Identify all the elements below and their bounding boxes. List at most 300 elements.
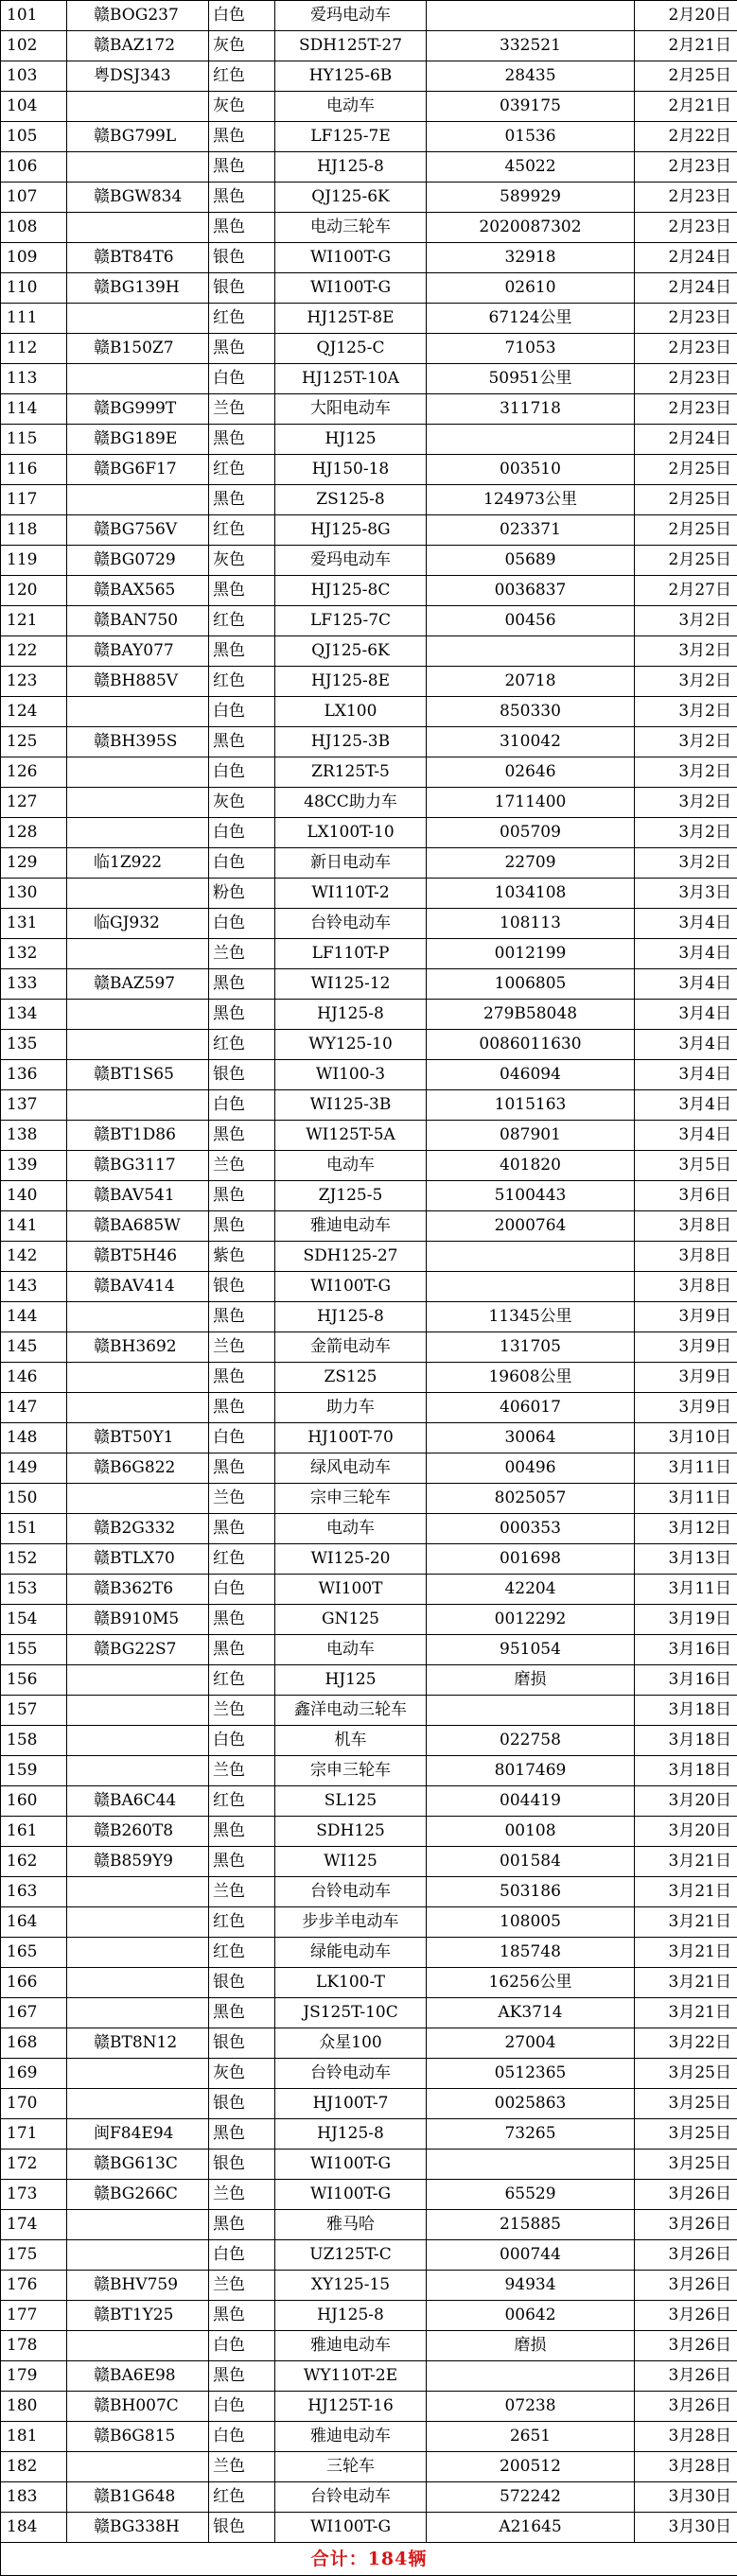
table-row <box>1 1907 737 1938</box>
seized-date: 3月25日 <box>635 2059 737 2089</box>
plate-number: 赣BT8N12 <box>67 2028 209 2059</box>
frame-number: 5100443 <box>427 1181 635 1211</box>
vehicle-color: 兰色 <box>209 2452 275 2482</box>
row-number: 113 <box>1 364 67 394</box>
table-row <box>1 2150 737 2180</box>
table-row <box>1 606 737 636</box>
seized-date: 3月9日 <box>635 1332 737 1363</box>
row-number: 166 <box>1 1968 67 1998</box>
frame-number: 1711400 <box>427 788 635 818</box>
vehicle-color: 白色 <box>209 1090 275 1121</box>
seized-date: 3月26日 <box>635 2271 737 2301</box>
vehicle-model: 电动车 <box>275 92 427 122</box>
vehicle-color: 兰色 <box>209 394 275 425</box>
vehicle-color: 红色 <box>209 1786 275 1817</box>
row-number: 104 <box>1 92 67 122</box>
vehicle-color: 白色 <box>209 818 275 848</box>
table-row <box>1 515 737 546</box>
row-number: 172 <box>1 2150 67 2180</box>
vehicle-model: 台铃电动车 <box>275 909 427 939</box>
vehicle-model: 爱玛电动车 <box>275 1 427 31</box>
vehicle-color: 红色 <box>209 1544 275 1575</box>
plate-number: 赣BOG237 <box>67 1 209 31</box>
row-number: 107 <box>1 183 67 213</box>
row-number: 144 <box>1 1302 67 1332</box>
frame-number: 磨损 <box>427 1665 635 1696</box>
plate-number <box>67 1726 209 1756</box>
total-row <box>1 2543 737 2576</box>
row-number: 133 <box>1 969 67 1000</box>
row-number: 154 <box>1 1605 67 1635</box>
vehicle-color: 黑色 <box>209 2301 275 2331</box>
vehicle-color: 黑色 <box>209 1302 275 1332</box>
vehicle-color: 黑色 <box>209 425 275 455</box>
frame-number: 00496 <box>427 1453 635 1484</box>
vehicle-model: WI125-3B <box>275 1090 427 1121</box>
row-number: 147 <box>1 1393 67 1423</box>
vehicle-model: LF110T-P <box>275 939 427 969</box>
vehicle-model: WI100T-G <box>275 243 427 273</box>
frame-number: 850330 <box>427 697 635 727</box>
row-number: 143 <box>1 1272 67 1302</box>
frame-number: 02610 <box>427 273 635 304</box>
table-row <box>1 1817 737 1847</box>
vehicle-color: 红色 <box>209 1030 275 1060</box>
seized-date: 3月9日 <box>635 1393 737 1423</box>
vehicle-model: 台铃电动车 <box>275 1877 427 1907</box>
table-row <box>1 1121 737 1151</box>
table-row <box>1 485 737 515</box>
vehicle-color: 灰色 <box>209 788 275 818</box>
vehicle-model: JS125T-10C <box>275 1998 427 2028</box>
table-row <box>1 2482 737 2513</box>
seized-date: 3月12日 <box>635 1514 737 1544</box>
vehicle-model: 绿能电动车 <box>275 1938 427 1968</box>
seized-date: 3月26日 <box>635 2361 737 2392</box>
seized-date: 3月4日 <box>635 1060 737 1090</box>
vehicle-color: 银色 <box>209 273 275 304</box>
vehicle-color: 黑色 <box>209 1363 275 1393</box>
vehicle-model: 助力车 <box>275 1393 427 1423</box>
plate-number: 赣BA685W <box>67 1211 209 1242</box>
seized-date: 3月4日 <box>635 1000 737 1030</box>
row-number: 146 <box>1 1363 67 1393</box>
frame-number: 004419 <box>427 1786 635 1817</box>
table-row <box>1 213 737 243</box>
frame-number: 30064 <box>427 1423 635 1453</box>
frame-number: 001698 <box>427 1544 635 1575</box>
vehicle-model: LX100T-10 <box>275 818 427 848</box>
plate-number: 赣B2G332 <box>67 1514 209 1544</box>
seized-date: 3月25日 <box>635 2089 737 2119</box>
frame-number: 22709 <box>427 848 635 879</box>
row-number: 182 <box>1 2452 67 2482</box>
row-number: 141 <box>1 1211 67 1242</box>
vehicle-color: 粉色 <box>209 879 275 909</box>
row-number: 111 <box>1 304 67 334</box>
frame-number: 000744 <box>427 2240 635 2271</box>
row-number: 174 <box>1 2210 67 2240</box>
row-number: 129 <box>1 848 67 879</box>
seized-date: 3月8日 <box>635 1242 737 1272</box>
table-row <box>1 667 737 697</box>
seized-date: 3月28日 <box>635 2422 737 2452</box>
table-row <box>1 939 737 969</box>
seized-date: 3月28日 <box>635 2452 737 2482</box>
frame-number: 0512365 <box>427 2059 635 2089</box>
row-number: 127 <box>1 788 67 818</box>
plate-number: 赣BHV759 <box>67 2271 209 2301</box>
seized-date: 3月4日 <box>635 1030 737 1060</box>
table-row <box>1 2210 737 2240</box>
plate-number <box>67 304 209 334</box>
plate-number: 赣BH395S <box>67 727 209 757</box>
plate-number: 赣BAN750 <box>67 606 209 636</box>
frame-number: 572242 <box>427 2482 635 2513</box>
seized-date: 2月24日 <box>635 273 737 304</box>
row-number: 171 <box>1 2119 67 2150</box>
frame-number: 2000764 <box>427 1211 635 1242</box>
plate-number: 赣BH3692 <box>67 1332 209 1363</box>
plate-number: 赣B859Y9 <box>67 1847 209 1877</box>
row-number: 179 <box>1 2361 67 2392</box>
frame-number: 108113 <box>427 909 635 939</box>
vehicle-model: 宗申三轮车 <box>275 1756 427 1786</box>
seized-date: 2月24日 <box>635 243 737 273</box>
vehicle-color: 黑色 <box>209 1605 275 1635</box>
row-number: 126 <box>1 757 67 788</box>
seized-date: 2月24日 <box>635 425 737 455</box>
frame-number: 406017 <box>427 1393 635 1423</box>
row-number: 137 <box>1 1090 67 1121</box>
seized-date: 3月20日 <box>635 1786 737 1817</box>
seized-date: 3月11日 <box>635 1484 737 1514</box>
vehicle-color: 白色 <box>209 909 275 939</box>
vehicle-color: 白色 <box>209 364 275 394</box>
table-row <box>1 2452 737 2482</box>
vehicle-model: HJ125T-10A <box>275 364 427 394</box>
seized-date: 3月13日 <box>635 1544 737 1575</box>
row-number: 177 <box>1 2301 67 2331</box>
seized-date: 3月8日 <box>635 1211 737 1242</box>
vehicle-model: SDH125-27 <box>275 1242 427 1272</box>
row-number: 173 <box>1 2180 67 2210</box>
plate-number <box>67 1030 209 1060</box>
frame-number: 20718 <box>427 667 635 697</box>
plate-number: 赣BG6F17 <box>67 455 209 485</box>
row-number: 112 <box>1 334 67 364</box>
row-number: 148 <box>1 1423 67 1453</box>
row-number: 110 <box>1 273 67 304</box>
vehicle-model: 电动车 <box>275 1514 427 1544</box>
vehicle-model: XY125-15 <box>275 2271 427 2301</box>
seized-date: 2月20日 <box>635 1 737 31</box>
plate-number <box>67 364 209 394</box>
plate-number: 赣BGW834 <box>67 183 209 213</box>
frame-number: 215885 <box>427 2210 635 2240</box>
vehicle-color: 黑色 <box>209 1000 275 1030</box>
vehicle-color: 黑色 <box>209 213 275 243</box>
frame-number: 401820 <box>427 1151 635 1181</box>
table-row <box>1 92 737 122</box>
plate-number <box>67 1665 209 1696</box>
row-number: 128 <box>1 818 67 848</box>
seized-date: 3月26日 <box>635 2240 737 2271</box>
table-row <box>1 1665 737 1696</box>
row-number: 103 <box>1 61 67 92</box>
frame-number: 45022 <box>427 152 635 183</box>
plate-number: 赣BG0729 <box>67 546 209 576</box>
vehicle-model: HJ100T-7 <box>275 2089 427 2119</box>
row-number: 117 <box>1 485 67 515</box>
plate-number <box>67 1484 209 1514</box>
plate-number <box>67 818 209 848</box>
frame-number <box>427 1272 635 1302</box>
table-row <box>1 2361 737 2392</box>
seized-date: 2月21日 <box>635 92 737 122</box>
vehicle-model: HJ125-8 <box>275 2119 427 2150</box>
vehicle-model: LF125-7C <box>275 606 427 636</box>
table-row <box>1 1423 737 1453</box>
plate-number: 闽F84E94 <box>67 2119 209 2150</box>
vehicle-model: HJ125-8E <box>275 667 427 697</box>
table-row <box>1 61 737 92</box>
table-row <box>1 818 737 848</box>
table-row <box>1 1211 737 1242</box>
vehicle-color: 白色 <box>209 848 275 879</box>
vehicle-model: HJ100T-70 <box>275 1423 427 1453</box>
frame-number: 27004 <box>427 2028 635 2059</box>
plate-number <box>67 1302 209 1332</box>
vehicle-color: 黑色 <box>209 183 275 213</box>
vehicle-color: 兰色 <box>209 1484 275 1514</box>
seized-date: 3月26日 <box>635 2180 737 2210</box>
frame-number: 001584 <box>427 1847 635 1877</box>
vehicle-color: 黑色 <box>209 485 275 515</box>
table-row <box>1 697 737 727</box>
table-row <box>1 1938 737 1968</box>
frame-number: 8025057 <box>427 1484 635 1514</box>
frame-number: 05689 <box>427 546 635 576</box>
row-number: 101 <box>1 1 67 31</box>
seized-date: 3月26日 <box>635 2392 737 2422</box>
vehicle-color: 兰色 <box>209 2271 275 2301</box>
table-row <box>1 2089 737 2119</box>
table-row <box>1 2271 737 2301</box>
seized-date: 3月2日 <box>635 697 737 727</box>
frame-number: AK3714 <box>427 1998 635 2028</box>
row-number: 114 <box>1 394 67 425</box>
row-number: 164 <box>1 1907 67 1938</box>
vehicle-model: 三轮车 <box>275 2452 427 2482</box>
vehicle-color: 灰色 <box>209 2059 275 2089</box>
vehicle-model: GN125 <box>275 1605 427 1635</box>
frame-number: 003510 <box>427 455 635 485</box>
frame-number: 2651 <box>427 2422 635 2452</box>
row-number: 156 <box>1 1665 67 1696</box>
vehicle-model: 台铃电动车 <box>275 2059 427 2089</box>
table-row <box>1 1998 737 2028</box>
vehicle-color: 黑色 <box>209 1393 275 1423</box>
plate-number: 赣BA6E98 <box>67 2361 209 2392</box>
vehicle-model: LK100-T <box>275 1968 427 1998</box>
row-number: 145 <box>1 1332 67 1363</box>
vehicle-model: WI125-12 <box>275 969 427 1000</box>
plate-number: 赣BT1S65 <box>67 1060 209 1090</box>
table-row <box>1 909 737 939</box>
frame-number: 022758 <box>427 1726 635 1756</box>
table-row <box>1 2180 737 2210</box>
vehicle-model: 众星100 <box>275 2028 427 2059</box>
seized-date: 2月25日 <box>635 61 737 92</box>
vehicle-model: 步步羊电动车 <box>275 1907 427 1938</box>
vehicle-color: 红色 <box>209 2482 275 2513</box>
vehicle-color: 兰色 <box>209 1332 275 1363</box>
frame-number: 01536 <box>427 122 635 152</box>
row-number: 109 <box>1 243 67 273</box>
vehicle-model: QJ125-6K <box>275 183 427 213</box>
row-number: 102 <box>1 31 67 61</box>
table-row <box>1 1332 737 1363</box>
frame-number: 00456 <box>427 606 635 636</box>
vehicle-model: SDH125T-27 <box>275 31 427 61</box>
seized-date: 3月21日 <box>635 1877 737 1907</box>
table-row <box>1 1393 737 1423</box>
frame-number: 16256公里 <box>427 1968 635 1998</box>
vehicle-color: 兰色 <box>209 1756 275 1786</box>
seized-date: 2月22日 <box>635 122 737 152</box>
frame-number: 124973公里 <box>427 485 635 515</box>
vehicle-color: 黑色 <box>209 2361 275 2392</box>
row-number: 176 <box>1 2271 67 2301</box>
vehicle-color: 白色 <box>209 1726 275 1756</box>
vehicle-color: 银色 <box>209 1968 275 1998</box>
seized-date: 3月2日 <box>635 636 737 667</box>
row-number: 125 <box>1 727 67 757</box>
vehicle-color: 银色 <box>209 2028 275 2059</box>
table-row <box>1 364 737 394</box>
frame-number: 087901 <box>427 1121 635 1151</box>
row-number: 159 <box>1 1756 67 1786</box>
table-row <box>1 576 737 606</box>
plate-number: 赣BAZ172 <box>67 31 209 61</box>
row-number: 138 <box>1 1121 67 1151</box>
plate-number <box>67 2089 209 2119</box>
frame-number: 279B58048 <box>427 1000 635 1030</box>
vehicle-model: 电动车 <box>275 1635 427 1665</box>
plate-number: 赣BT50Y1 <box>67 1423 209 1453</box>
row-number: 169 <box>1 2059 67 2089</box>
vehicle-model: WI125 <box>275 1847 427 1877</box>
vehicle-model: HJ125-8 <box>275 2301 427 2331</box>
vehicle-color: 兰色 <box>209 2180 275 2210</box>
plate-number: 赣BAX565 <box>67 576 209 606</box>
plate-number: 赣B910M5 <box>67 1605 209 1635</box>
row-number: 150 <box>1 1484 67 1514</box>
table-row <box>1 31 737 61</box>
table-row <box>1 2028 737 2059</box>
vehicle-model: HJ125-8C <box>275 576 427 606</box>
row-number: 178 <box>1 2331 67 2361</box>
vehicle-color: 黑色 <box>209 1635 275 1665</box>
row-number: 115 <box>1 425 67 455</box>
seized-date: 3月25日 <box>635 2119 737 2150</box>
seized-date: 3月4日 <box>635 909 737 939</box>
plate-number: 赣BT84T6 <box>67 243 209 273</box>
row-number: 152 <box>1 1544 67 1575</box>
vehicle-color: 银色 <box>209 2150 275 2180</box>
vehicle-model: 大阳电动车 <box>275 394 427 425</box>
frame-number: 0012199 <box>427 939 635 969</box>
vehicle-color: 黑色 <box>209 1121 275 1151</box>
seized-date: 3月19日 <box>635 1605 737 1635</box>
vehicle-model: HJ125-8 <box>275 1000 427 1030</box>
plate-number <box>67 697 209 727</box>
row-number: 118 <box>1 515 67 546</box>
table-row <box>1 1514 737 1544</box>
frame-number: 11345公里 <box>427 1302 635 1332</box>
vehicle-model: WI125T-5A <box>275 1121 427 1151</box>
vehicle-model: WY125-10 <box>275 1030 427 1060</box>
row-number: 124 <box>1 697 67 727</box>
seized-date: 2月27日 <box>635 576 737 606</box>
vehicle-model: HY125-6B <box>275 61 427 92</box>
row-number: 142 <box>1 1242 67 1272</box>
plate-number <box>67 1756 209 1786</box>
vehicle-color: 黑色 <box>209 1181 275 1211</box>
table-row <box>1 1090 737 1121</box>
vehicle-color: 黑色 <box>209 2210 275 2240</box>
seized-date: 3月9日 <box>635 1302 737 1332</box>
plate-number: 粤DSJ343 <box>67 61 209 92</box>
seized-date: 3月2日 <box>635 606 737 636</box>
table-row <box>1 1302 737 1332</box>
vehicle-model: LF125-7E <box>275 122 427 152</box>
table-row <box>1 788 737 818</box>
vehicle-model: WI100T-G <box>275 273 427 304</box>
vehicle-color: 黑色 <box>209 1998 275 2028</box>
plate-number <box>67 757 209 788</box>
table-row <box>1 2119 737 2150</box>
vehicle-model: HJ125-8G <box>275 515 427 546</box>
frame-number: 039175 <box>427 92 635 122</box>
vehicle-color: 红色 <box>209 1938 275 1968</box>
row-number: 167 <box>1 1998 67 2028</box>
frame-number: 00642 <box>427 2301 635 2331</box>
plate-number: 赣BG189E <box>67 425 209 455</box>
frame-number: 50951公里 <box>427 364 635 394</box>
table-row <box>1 1242 737 1272</box>
frame-number: 94934 <box>427 2271 635 2301</box>
plate-number <box>67 1968 209 1998</box>
table-row <box>1 304 737 334</box>
plate-number: 赣BAZ597 <box>67 969 209 1000</box>
table-row <box>1 1786 737 1817</box>
plate-number <box>67 1393 209 1423</box>
vehicle-model: HJ125-3B <box>275 727 427 757</box>
plate-number: 赣BAV541 <box>67 1181 209 1211</box>
vehicle-color: 黑色 <box>209 1211 275 1242</box>
seized-date: 3月30日 <box>635 2482 737 2513</box>
table-row <box>1 757 737 788</box>
vehicle-color: 黑色 <box>209 636 275 667</box>
plate-number: 赣BG338H <box>67 2513 209 2543</box>
seized-date: 3月2日 <box>635 667 737 697</box>
vehicle-color: 白色 <box>209 2240 275 2271</box>
vehicle-color: 灰色 <box>209 546 275 576</box>
row-number: 163 <box>1 1877 67 1907</box>
vehicle-color: 红色 <box>209 515 275 546</box>
